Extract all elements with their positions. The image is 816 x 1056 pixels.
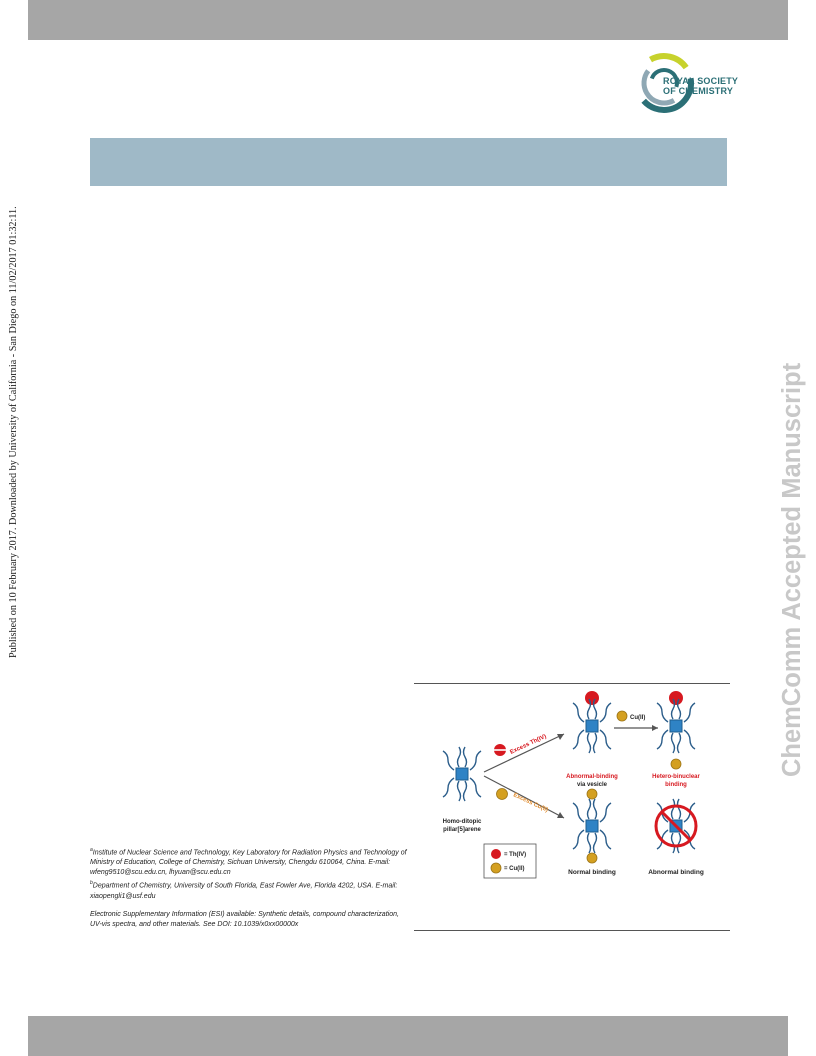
th-ion-top-middle bbox=[585, 691, 599, 705]
arrow-label-cu: Excess Cu(II) bbox=[512, 792, 549, 814]
affiliation-b: $^b$Department of Chemistry, University of South Florida, East Fowler Ave, Florida 4202, USA. E-mail: xiaopengli1@usf.edu bbox=[90, 880, 398, 900]
hetero-label-2: binding bbox=[665, 782, 687, 788]
header-band bbox=[28, 0, 788, 40]
start-label-2: pillar[5]arene bbox=[443, 827, 481, 833]
cu-ion-step bbox=[617, 711, 627, 721]
esi-note: Electronic Supplementary Information (ESI) available: Synthetic details, compound characterization, UV-vis spectra, and other materials. See DOI: 10.1039/x0xx00000x bbox=[90, 910, 399, 928]
cu-ion-top-right bbox=[671, 759, 681, 769]
host-top-middle bbox=[573, 699, 611, 753]
cu-step-label: Cu(II) bbox=[630, 715, 646, 721]
accepted-manuscript-watermark: ChemComm Accepted Manuscript bbox=[778, 362, 806, 777]
figure-rule-top bbox=[414, 683, 730, 684]
footer-band bbox=[28, 1016, 788, 1056]
normal-binding-label: Normal binding bbox=[568, 869, 616, 876]
footnotes bbox=[90, 845, 410, 930]
start-label-1: Homo-ditopic bbox=[442, 819, 482, 825]
arrow-label-th: Excess Th(IV) bbox=[509, 733, 548, 756]
figure-rule-bottom bbox=[414, 930, 730, 931]
abnormal-vesicle-label-2: via vesicle bbox=[576, 782, 608, 788]
prohibited-icon-slash bbox=[662, 812, 690, 840]
arrow-head-cu-step bbox=[652, 725, 658, 731]
hetero-label-1: Hetero-binuclear bbox=[652, 774, 700, 780]
cu-ion-normal-bottom bbox=[587, 853, 597, 863]
abnormal-vesicle-label-1: Abnormal-binding bbox=[566, 774, 618, 780]
host-bottom-middle bbox=[573, 799, 611, 853]
legend-th-label: = Th(IV) bbox=[504, 852, 527, 858]
affiliation-a: $^a$Institute of Nuclear Science and Technology, Key Laboratory for Radiation Physics and Technology of Ministry of Education, College of Chemistry, Sichuan University, Chengdu 610064, China. E-mail: wfeng9510@scu.edu.cn, lhyuan@scu.edu.cn bbox=[90, 847, 407, 877]
host-top-right bbox=[657, 699, 695, 753]
host-start bbox=[443, 747, 481, 801]
cu-ion-marker bbox=[497, 789, 508, 800]
abnormal-binding-label: Abnormal binding bbox=[648, 869, 704, 876]
legend-cu-label: = Cu(II) bbox=[504, 866, 525, 872]
title-band bbox=[90, 138, 727, 186]
legend-box bbox=[484, 844, 536, 878]
publication-note: Published on 10 February 2017. Downloaded by University of California - San Diego on 11/02/2017 01:32:11. bbox=[8, 206, 19, 658]
legend-th-swatch bbox=[491, 849, 501, 859]
th-ion-top-right bbox=[669, 691, 683, 705]
cu-ion-normal-top bbox=[587, 789, 597, 799]
legend-cu-swatch bbox=[491, 863, 501, 873]
toc-graphic bbox=[414, 686, 730, 926]
rsc-logo-text: ROYAL SOCIETY OF CHEMISTRY bbox=[663, 76, 739, 96]
